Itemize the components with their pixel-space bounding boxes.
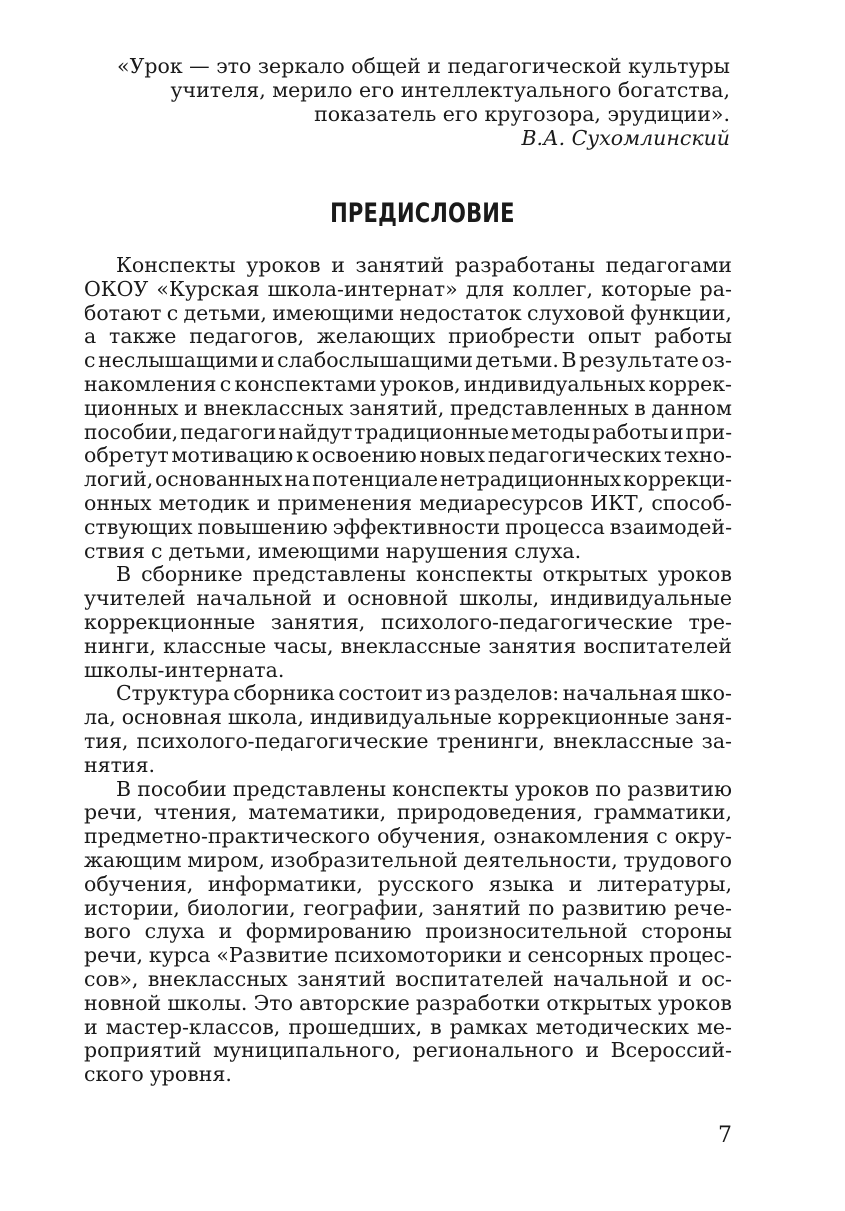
text-line: а также педагогов, желающих приобрести опыт работы [84, 324, 732, 349]
text-line: обучения, информатики, русского языка и литературы, [84, 871, 732, 896]
text-line: Конспекты уроков и занятий разработаны педагогами [116, 253, 732, 277]
text-line: ботают с детьми, имеющими недостаток слуховой функции, [84, 300, 732, 325]
text-line: пособии,педагогинайдуттрадиционныеметодыработыипри- [84, 419, 732, 444]
text-line: истории, биологии, географии, занятий по развитию рече- [84, 895, 732, 920]
text-line: и мастер-классов, прошедших, в рамках методических ме- [84, 1014, 732, 1039]
text-line: речи, курса «Развитие психомоторики и сенсорных процес- [84, 943, 732, 968]
paragraph [84, 778, 732, 1087]
text-line: вого слуха и формированию произносительной стороны [84, 919, 732, 944]
text-line: речи, чтения, математики, природоведения, грамматики, [84, 800, 732, 825]
epigraph-line: «Урок — это зеркало общей и педагогической культуры [117, 54, 730, 78]
text-line: ствия с детьми, имеющими нарушения слуха. [84, 538, 582, 563]
text-line: В пособии представлены конспекты уроков по развитию [116, 776, 732, 801]
text-line: коррекционные занятия, психолого-педагогические тре- [84, 609, 732, 634]
text-line: В сборнике представлены конспекты открытых уроков [116, 562, 732, 587]
text-line: ского уровня. [84, 1062, 232, 1087]
section-heading: ПРЕДИСЛОВИЕ [330, 198, 515, 229]
text-line: обретут мотивацию к освоению новых педагогических техно- [84, 443, 732, 468]
epigraph-line: учителя, мерило его интеллектуального богатства, [170, 78, 730, 102]
text-line: ла, основная школа, индивидуальные коррекционные заня- [84, 705, 732, 730]
paragraph [84, 563, 732, 682]
text-line: предметно-практического обучения, ознакомления с окру- [84, 824, 732, 849]
text-line: учителей начальной и основной школы, индивидуальные [84, 586, 732, 611]
text-line: новной школы. Это авторские разработки открытых уроков [84, 990, 732, 1015]
text-line: школы-интерната. [84, 657, 285, 682]
text-line: жающим миром, изобразительной деятельности, трудового [84, 847, 732, 872]
epigraph-line: показатель его кругозора, эрудиции». [314, 102, 730, 126]
page-number: 7 [718, 1123, 732, 1148]
text-line: ствующих повышению эффективности процесса взаимодей- [84, 514, 732, 539]
text-line: сов», внеклассных занятий воспитателей начальной и ос- [84, 966, 732, 991]
text-line: тия, психолого-педагогические тренинги, внеклассные за- [84, 728, 732, 753]
text-line: нинги, классные часы, внеклассные занятия воспитателей [84, 633, 732, 658]
epigraph-author: В.А. Сухомлинский [521, 126, 730, 150]
text-line: ОКОУ «Курская школа-интернат» для коллег, которые ра- [84, 276, 732, 301]
paragraph [84, 254, 732, 563]
text-line: логий,основанныхнапотенциаленетрадиционныхкоррекци- [84, 467, 732, 492]
text-line: с неслышащими и слабослышащими детьми. В результате оз- [84, 348, 732, 373]
text-line: роприятий муниципального, регионального и Всероссий- [84, 1038, 732, 1063]
text-line: нятия. [84, 752, 156, 777]
text-line: ционных и внеклассных занятий, представленных в данном [84, 395, 732, 420]
paragraph [84, 682, 732, 777]
body-text [84, 254, 732, 1087]
text-line: Структура сборника состоит из разделов: начальная шко- [116, 681, 732, 706]
text-line: онных методик и применения медиаресурсов ИКТ, способ- [84, 490, 732, 515]
epigraph [110, 54, 730, 150]
text-line: накомления с конспектами уроков, индивидуальных коррек- [84, 371, 732, 396]
